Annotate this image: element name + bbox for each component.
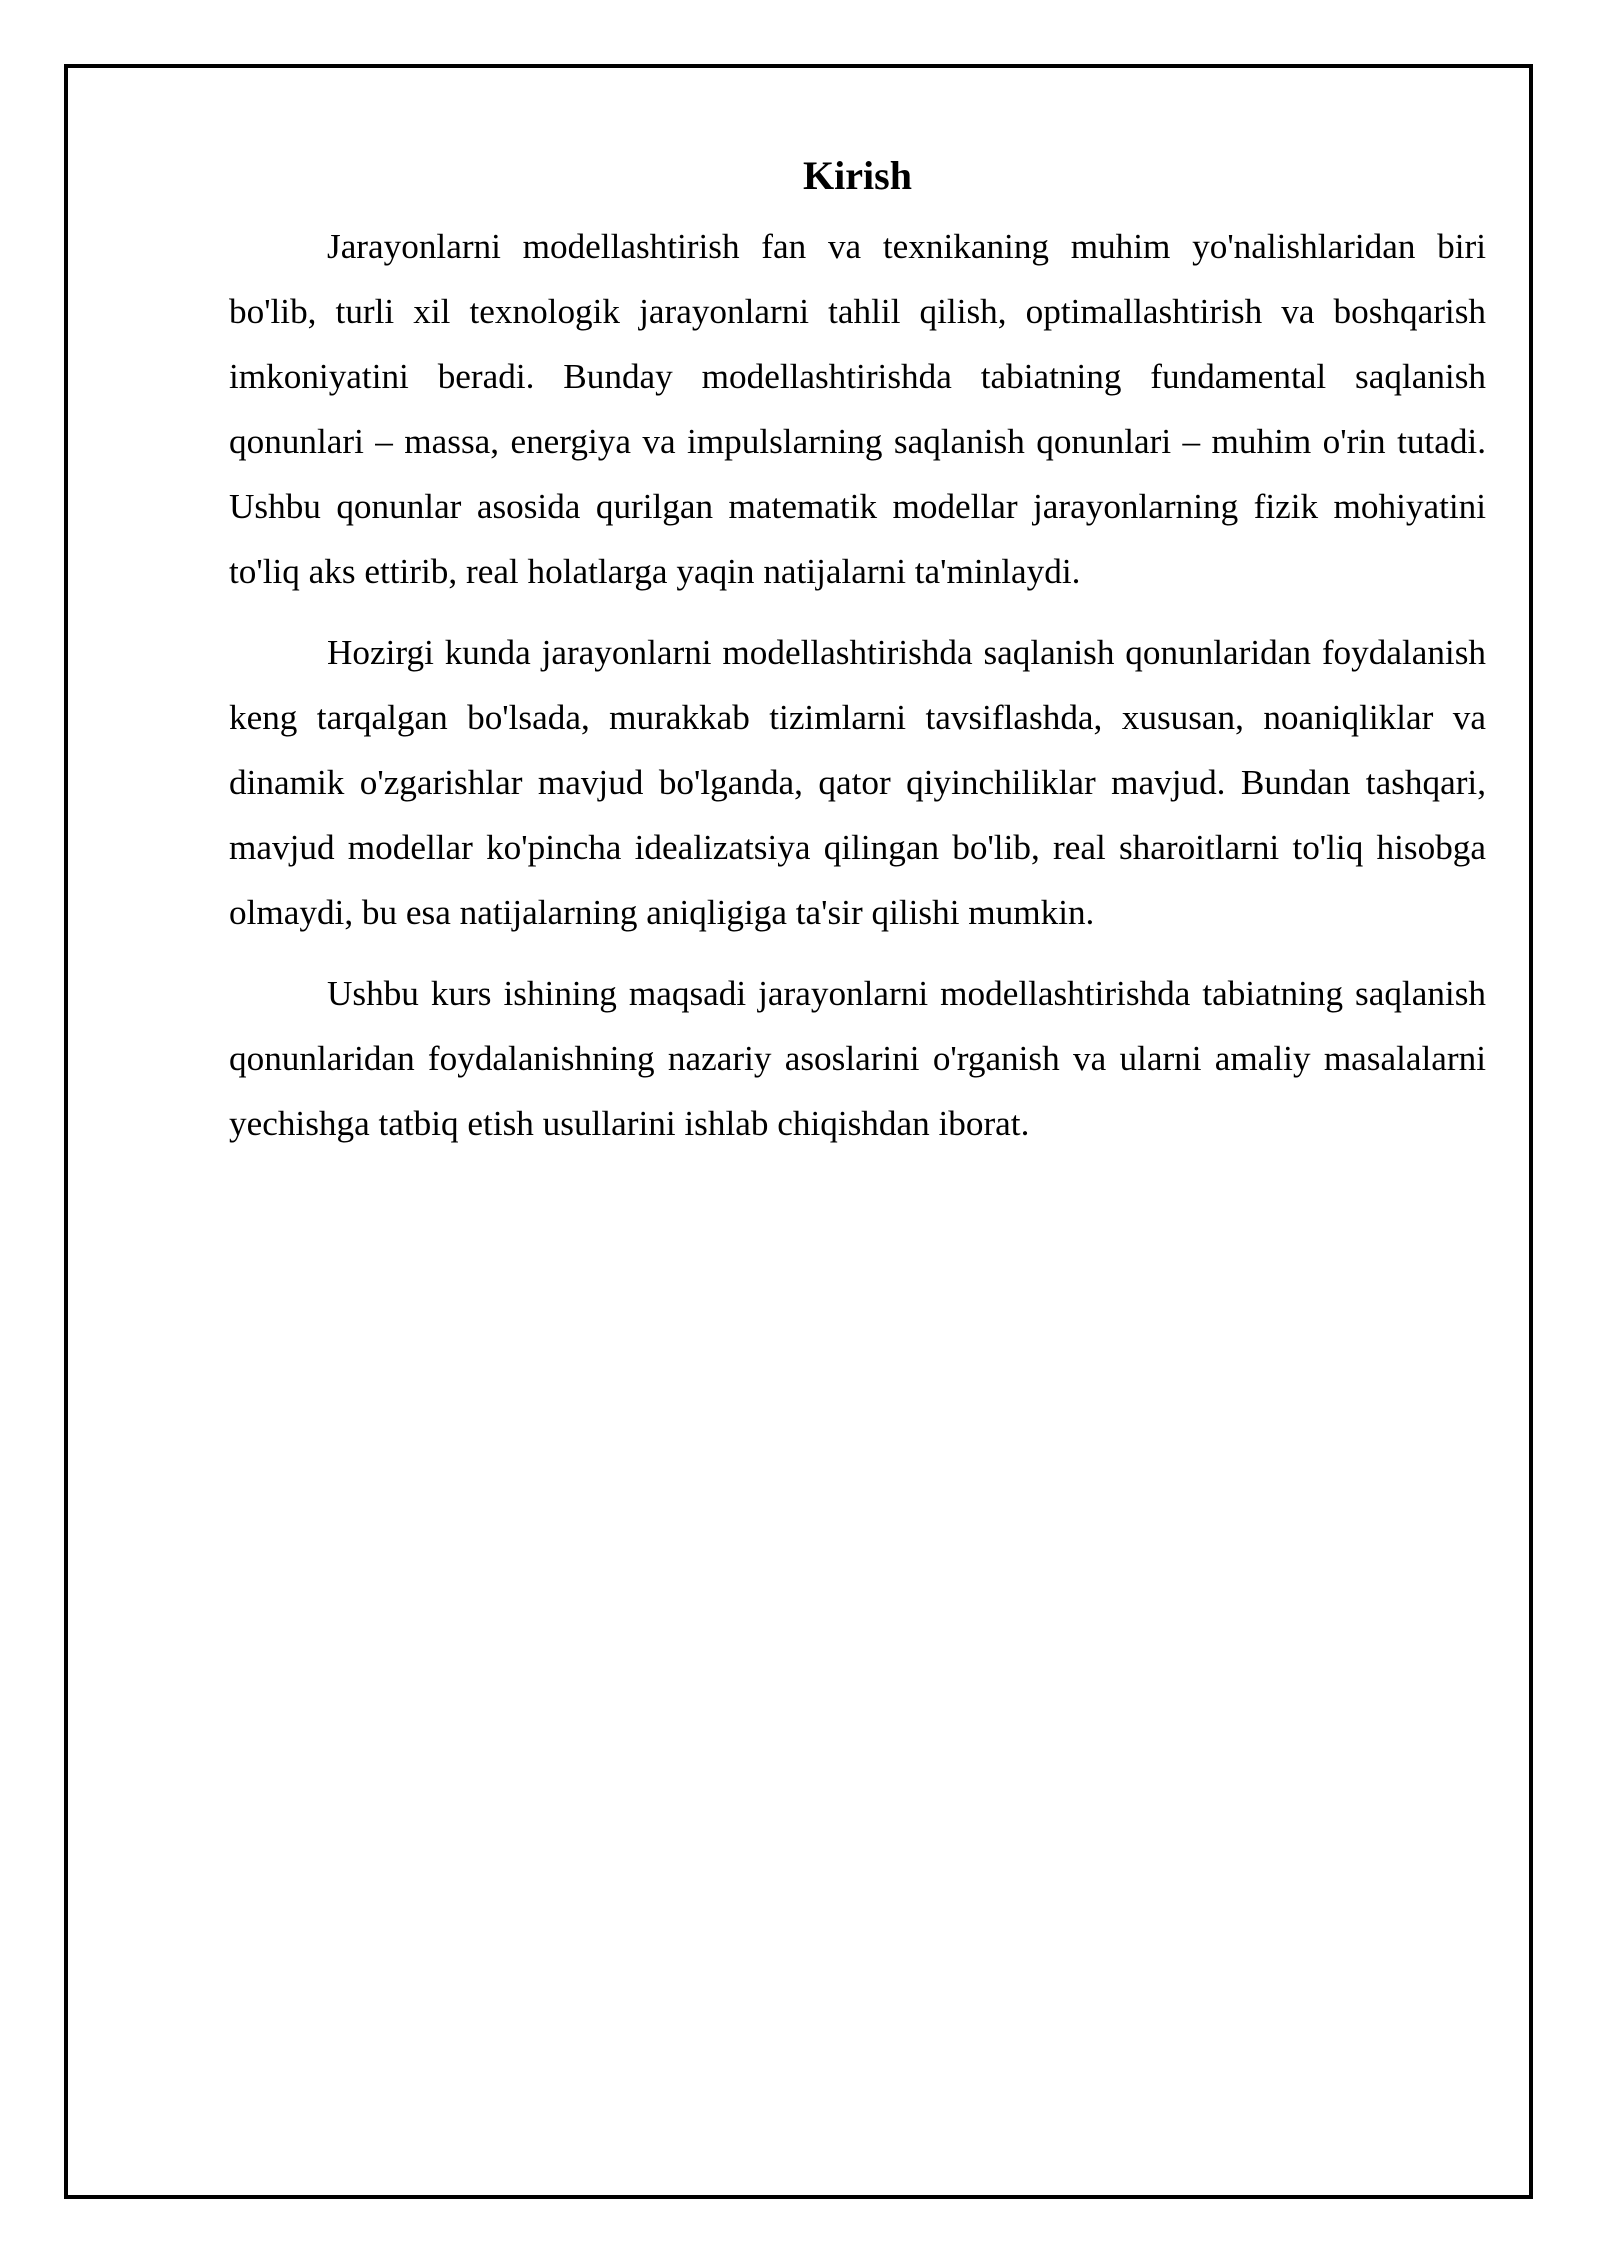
paragraph-2: Hozirgi kunda jarayonlarni modellashtirishda saqlanish qonunlaridan foydalanish keng tarqalgan bo'lsada, murakkab tizimlarni tavsiflashda, xususan, noaniqliklar va dinamik o'zgarishlar mavjud bo'lganda, qator qiyinchiliklar mavjud. Bundan tashqari, mavjud modellar ko'pincha idealizatsiya qilingan bo'lib, real sharoitlarni to'liq hisobga olmaydi, bu esa natijalarning aniqligiga ta'sir qilishi mumkin.: [229, 633, 1486, 932]
page-title: Kirish: [803, 153, 912, 198]
document-body: [229, 150, 1486, 1172]
paragraph-1: Jarayonlarni modellashtirish fan va texnikaning muhim yo'nalishlaridan biri bo'lib, turli xil texnologik jarayonlarni tahlil qilish, optimallashtirish va boshqarish imkoniyatini beradi. Bunday modellashtirishda tabiatning fundamental saqlanish qonunlari – massa, energiya va impulslarning saqlanish qonunlari – muhim o'rin tutadi. Ushbu qonunlar asosida qurilgan matematik modellar jarayonlarning fizik mohiyatini to'liq aks ettirib, real holatlarga yaqin natijalarni ta'minlaydi.: [229, 227, 1486, 591]
paragraph-3: Ushbu kurs ishining maqsadi jarayonlarni modellashtirishda tabiatning saqlanish qonunlaridan foydalanishning nazariy asoslarini o'rganish va ularni amaliy masalalarni yechishga tatbiq etish usullarini ishlab chiqishdan iborat.: [229, 974, 1486, 1143]
